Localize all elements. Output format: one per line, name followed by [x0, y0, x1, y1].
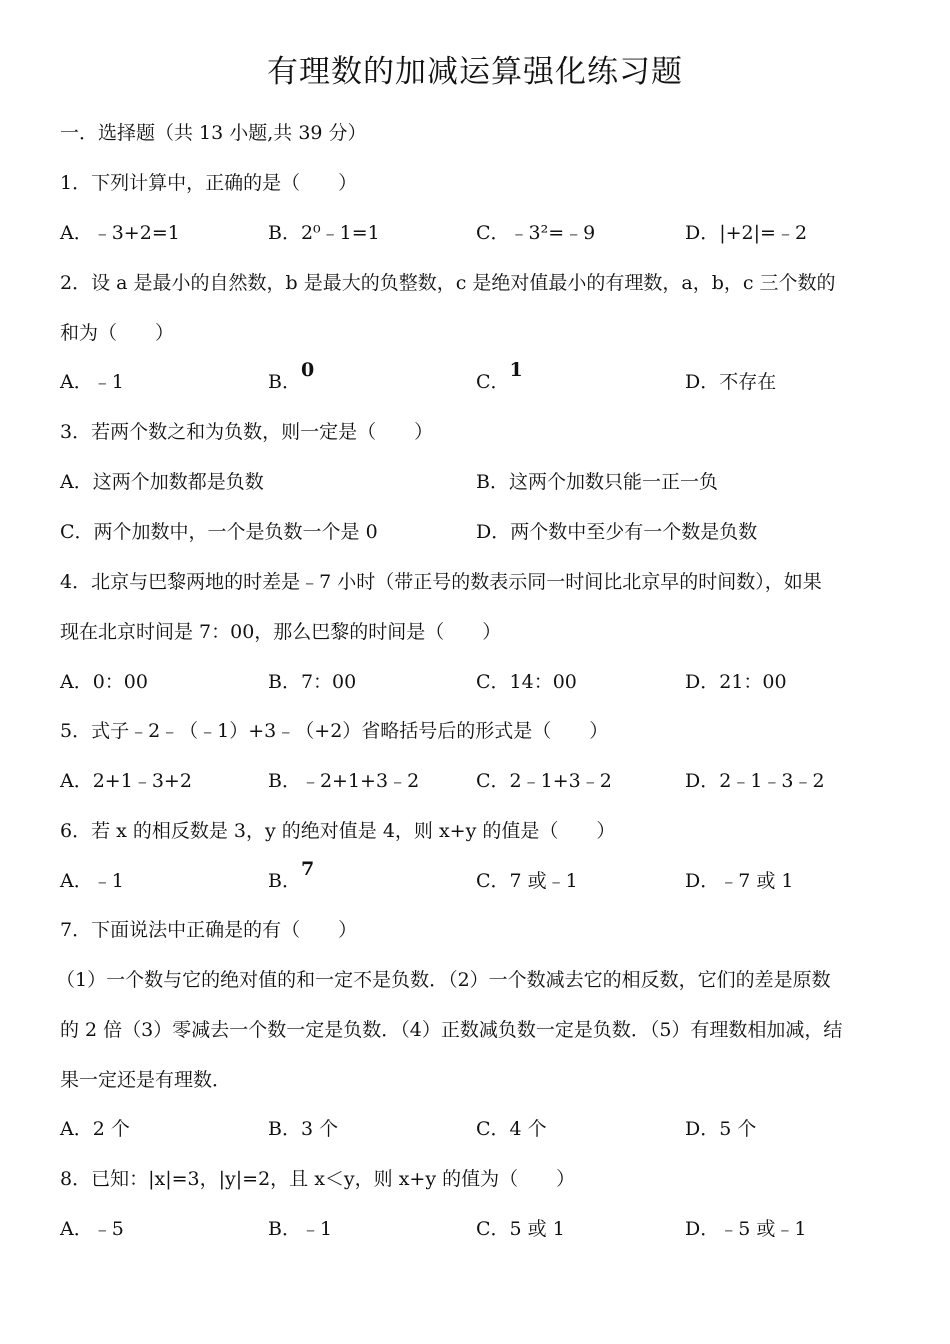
question-6-stem: 6．若 x 的相反数是 3，y 的绝对值是 4，则 x+y 的值是（ ）: [60, 820, 616, 842]
question-5-option-c: C．2﹣1+3﹣2: [476, 770, 612, 792]
question-2-option-a: A．﹣1: [60, 371, 124, 393]
question-4-option-c: C．14：00: [476, 671, 577, 693]
question-1-option-c: C．﹣3²=﹣9: [476, 222, 596, 244]
question-6-option-d: D．﹣7 或 1: [685, 870, 794, 892]
question-3-option-a: A．这两个加数都是负数: [60, 471, 264, 493]
question-8-option-c: C．5 或 1: [476, 1218, 565, 1240]
question-5-option-b: B．﹣2+1+3﹣2: [268, 770, 420, 792]
question-6-option-a: A．﹣1: [60, 870, 124, 892]
question-6-option-b: B．7: [268, 858, 315, 892]
section-heading: 一．选择题（共 13 小题,共 39 分）: [60, 122, 367, 144]
question-7-option-b: B．3 个: [268, 1118, 339, 1140]
question-3-option-b: B．这两个加数只能一正一负: [476, 471, 718, 493]
question-7-body-line1: （1）一个数与它的绝对值的和一定不是负数．（2）一个数减去它的相反数，它们的差是原数: [56, 969, 831, 991]
question-4-option-d: D．21：00: [685, 671, 787, 693]
page-title: 有理数的加减运算强化练习题: [267, 54, 683, 90]
question-4-stem-line2: 现在北京时间是 7：00，那么巴黎的时间是（ ）: [60, 621, 502, 643]
question-2-stem-line1: 2．设 a 是最小的自然数，b 是最大的负整数，c 是绝对值最小的有理数，a，b，c 三个数的: [60, 272, 836, 294]
question-2-stem-line2: 和为（ ）: [60, 322, 175, 344]
question-7-body-line2: 的 2 倍（3）零减去一个数一定是负数．（4）正数减负数一定是负数．（5）有理数相加减，结: [60, 1019, 843, 1041]
question-8-option-a: A．﹣5: [60, 1218, 124, 1240]
question-2-option-c-value: 1: [509, 359, 523, 381]
question-4-option-b: B．7：00: [268, 671, 357, 693]
question-4-stem-line1: 4．北京与巴黎两地的时差是﹣7 小时（带正号的数表示同一时间比北京早的时间数），如果: [60, 571, 822, 593]
question-1-stem: 1．下列计算中，正确的是（ ）: [60, 172, 358, 194]
question-3-stem: 3．若两个数之和为负数，则一定是（ ）: [60, 421, 434, 443]
question-3-option-c: C．两个加数中，一个是负数一个是 0: [60, 521, 378, 543]
question-2-option-c: C．1: [476, 359, 523, 393]
question-6-option-c: C．7 或﹣1: [476, 870, 578, 892]
question-2-option-d: D．不存在: [685, 371, 777, 393]
question-7-body-line3: 果一定还是有理数．: [60, 1069, 232, 1091]
question-6-option-b-value: 7: [300, 858, 315, 880]
question-8-option-d: D．﹣5 或﹣1: [685, 1218, 807, 1240]
question-7-stem: 7．下面说法中正确是的有（ ）: [60, 919, 358, 941]
question-1-option-a: A．﹣3+2=1: [60, 222, 180, 244]
question-7-option-d: D．5 个: [685, 1118, 757, 1140]
question-5-option-a: A．2+1﹣3+2: [60, 770, 192, 792]
question-5-stem: 5．式子﹣2﹣（﹣1）+3﹣（+2）省略括号后的形式是（ ）: [60, 720, 609, 742]
question-2-option-b: B．0: [268, 359, 315, 393]
question-1-option-d: D．|+2|=﹣2: [685, 222, 808, 244]
question-4-option-a: A．0：00: [60, 671, 148, 693]
question-5-option-d: D．2﹣1﹣3﹣2: [685, 770, 825, 792]
question-2-option-b-value: 0: [300, 359, 315, 381]
question-8-stem: 8．已知：|x|=3，|y|=2，且 x＜y，则 x+y 的值为（ ）: [60, 1168, 576, 1190]
question-7-option-c: C．4 个: [476, 1118, 547, 1140]
question-1-option-b: B．2⁰﹣1=1: [268, 222, 380, 244]
question-8-option-b: B．﹣1: [268, 1218, 333, 1240]
question-3-option-d: D．两个数中至少有一个数是负数: [476, 521, 758, 543]
question-7-option-a: A．2 个: [60, 1118, 130, 1140]
